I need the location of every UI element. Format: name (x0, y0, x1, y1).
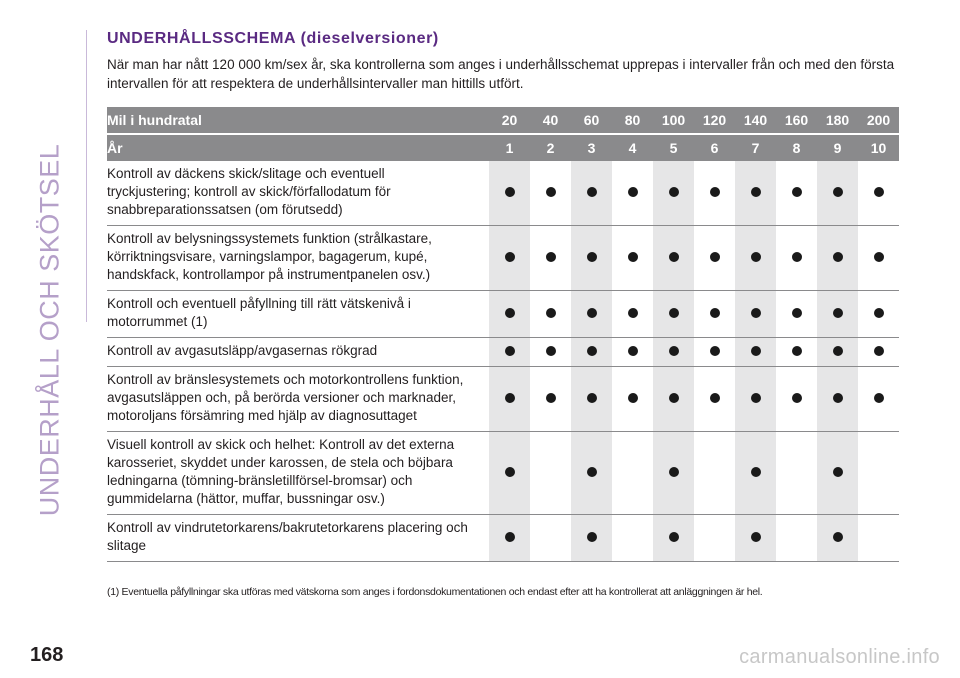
check-dot-icon (587, 346, 597, 356)
schedule-cell (612, 367, 653, 432)
schedule-cell (694, 338, 735, 367)
check-dot-icon (587, 393, 597, 403)
schedule-row (107, 291, 899, 338)
check-dot-icon (833, 393, 843, 403)
section-side-title: UNDERHÅLL OCH SKÖTSEL (34, 143, 65, 517)
schedule-cell (776, 515, 817, 562)
schedule-row-label: Kontroll och eventuell påfyllning till rätt vätskenivå i motorrummet (1) (107, 291, 489, 338)
schedule-cell (817, 515, 858, 562)
check-dot-icon (505, 308, 515, 318)
schedule-cell (530, 338, 571, 367)
mileage-header-cell: 100 (653, 107, 694, 134)
schedule-cell (694, 291, 735, 338)
schedule-row (107, 226, 899, 291)
check-dot-icon (833, 532, 843, 542)
schedule-row-label: Kontroll av belysningssystemets funktion (strålkastare, körriktningsvisare, varningslampor, bagagerum, kupé, handskfack, kontrollampor på instrumentpanelen osv.) (107, 226, 489, 291)
schedule-cell (571, 432, 612, 515)
year-header-cell: 5 (653, 134, 694, 161)
mileage-header-label: Mil i hundratal (107, 107, 489, 134)
schedule-cell (653, 226, 694, 291)
schedule-cell (653, 515, 694, 562)
year-header-cell: 4 (612, 134, 653, 161)
schedule-cell (612, 515, 653, 562)
year-header-cell: 10 (858, 134, 899, 161)
mileage-header-cell: 60 (571, 107, 612, 134)
mileage-header-cell: 180 (817, 107, 858, 134)
schedule-cell (817, 291, 858, 338)
check-dot-icon (710, 308, 720, 318)
check-dot-icon (505, 532, 515, 542)
check-dot-icon (669, 346, 679, 356)
schedule-cell (571, 291, 612, 338)
schedule-cell (735, 338, 776, 367)
year-header-cell: 1 (489, 134, 530, 161)
schedule-cell (571, 338, 612, 367)
check-dot-icon (792, 308, 802, 318)
schedule-cell (612, 161, 653, 226)
check-dot-icon (505, 252, 515, 262)
check-dot-icon (751, 346, 761, 356)
schedule-cell (653, 338, 694, 367)
schedule-row-label: Visuell kontroll av skick och helhet: Kontroll av det externa karosseriet, skyddet under karossen, de stela och böjbara ledningarna (tömning-bränsletillförsel-bromsar) och gummidelarna (hättor, muffar, bussningar osv.) (107, 432, 489, 515)
schedule-cell (571, 161, 612, 226)
schedule-cell (858, 367, 899, 432)
check-dot-icon (505, 346, 515, 356)
check-dot-icon (505, 393, 515, 403)
check-dot-icon (874, 252, 884, 262)
check-dot-icon (792, 187, 802, 197)
year-header-row (107, 134, 899, 161)
schedule-cell (817, 226, 858, 291)
schedule-cell (858, 338, 899, 367)
schedule-cell (612, 338, 653, 367)
schedule-cell (858, 432, 899, 515)
schedule-cell (530, 161, 571, 226)
year-header-cell: 2 (530, 134, 571, 161)
mileage-header-cell: 140 (735, 107, 776, 134)
schedule-cell (489, 291, 530, 338)
schedule-row-label: Kontroll av vindrutetorkarens/bakrutetorkarens placering och slitage (107, 515, 489, 562)
check-dot-icon (587, 532, 597, 542)
schedule-row (107, 338, 899, 367)
schedule-cell (776, 161, 817, 226)
schedule-row-label: Kontroll av avgasutsläpp/avgasernas rökgrad (107, 338, 489, 367)
schedule-cell (530, 291, 571, 338)
schedule-cell (530, 515, 571, 562)
schedule-cell (735, 161, 776, 226)
year-header-cell: 9 (817, 134, 858, 161)
check-dot-icon (792, 393, 802, 403)
schedule-cell (571, 515, 612, 562)
schedule-cell (653, 432, 694, 515)
check-dot-icon (546, 393, 556, 403)
check-dot-icon (874, 308, 884, 318)
schedule-body (107, 161, 899, 562)
page-number: 168 (30, 644, 64, 666)
schedule-cell (612, 226, 653, 291)
schedule-cell (612, 291, 653, 338)
year-header-cell: 7 (735, 134, 776, 161)
check-dot-icon (546, 252, 556, 262)
mileage-header-cell: 20 (489, 107, 530, 134)
check-dot-icon (669, 393, 679, 403)
schedule-cell (489, 515, 530, 562)
schedule-cell (694, 515, 735, 562)
schedule-cell (489, 226, 530, 291)
check-dot-icon (669, 187, 679, 197)
check-dot-icon (874, 346, 884, 356)
schedule-cell (489, 338, 530, 367)
mileage-header-cell: 160 (776, 107, 817, 134)
mileage-header-row (107, 107, 899, 134)
schedule-cell (612, 432, 653, 515)
schedule-cell (858, 161, 899, 226)
check-dot-icon (628, 393, 638, 403)
schedule-cell (530, 432, 571, 515)
check-dot-icon (792, 346, 802, 356)
schedule-row-label: Kontroll av däckens skick/slitage och eventuell tryckjustering; kontroll av skick/förfallodatum för snabbreparationssatsen (om förutsedd) (107, 161, 489, 226)
schedule-cell (735, 367, 776, 432)
check-dot-icon (833, 187, 843, 197)
mileage-header-cell: 80 (612, 107, 653, 134)
check-dot-icon (833, 346, 843, 356)
schedule-row (107, 432, 899, 515)
schedule-cell (653, 291, 694, 338)
check-dot-icon (710, 346, 720, 356)
check-dot-icon (628, 308, 638, 318)
check-dot-icon (628, 252, 638, 262)
check-dot-icon (751, 252, 761, 262)
schedule-cell (817, 367, 858, 432)
schedule-cell (735, 291, 776, 338)
intro-paragraph: När man har nått 120 000 km/sex år, ska kontrollerna som anges i underhållsschemat upprepas i intervaller från och med den första intervallen för att respektera de underhållsintervaller man hittills utfört. (107, 57, 895, 91)
schedule-cell (489, 161, 530, 226)
year-header-label: År (107, 134, 489, 161)
schedule-cell (776, 291, 817, 338)
watermark-text: carmanualsonline.info (739, 646, 940, 668)
schedule-cell (571, 226, 612, 291)
check-dot-icon (546, 308, 556, 318)
side-divider (86, 30, 87, 322)
mileage-header-cell: 40 (530, 107, 571, 134)
schedule-cell (858, 226, 899, 291)
check-dot-icon (587, 252, 597, 262)
check-dot-icon (505, 467, 515, 477)
check-dot-icon (874, 393, 884, 403)
schedule-cell (735, 515, 776, 562)
check-dot-icon (874, 187, 884, 197)
schedule-cell (817, 338, 858, 367)
check-dot-icon (628, 346, 638, 356)
schedule-cell (530, 367, 571, 432)
check-dot-icon (833, 308, 843, 318)
check-dot-icon (587, 467, 597, 477)
check-dot-icon (669, 252, 679, 262)
schedule-cell (817, 161, 858, 226)
schedule-cell (776, 226, 817, 291)
check-dot-icon (587, 308, 597, 318)
schedule-row (107, 161, 899, 226)
year-header-cell: 3 (571, 134, 612, 161)
check-dot-icon (792, 252, 802, 262)
schedule-cell (858, 515, 899, 562)
check-dot-icon (751, 187, 761, 197)
check-dot-icon (751, 532, 761, 542)
check-dot-icon (546, 187, 556, 197)
check-dot-icon (833, 252, 843, 262)
schedule-cell (694, 432, 735, 515)
schedule-cell (694, 226, 735, 291)
page-heading: UNDERHÅLLSSCHEMA (dieselversioner) (107, 30, 439, 47)
check-dot-icon (751, 467, 761, 477)
schedule-cell (858, 291, 899, 338)
check-dot-icon (751, 393, 761, 403)
schedule-cell (735, 226, 776, 291)
schedule-cell (571, 367, 612, 432)
schedule-cell (735, 432, 776, 515)
check-dot-icon (505, 187, 515, 197)
schedule-cell (489, 432, 530, 515)
schedule-row-label: Kontroll av bränslesystemets och motorkontrollens funktion, avgasutsläppen och, på berörda versioner och marknader, motoroljans försämring med hjälp av diagnosuttaget (107, 367, 489, 432)
schedule-cell (653, 367, 694, 432)
check-dot-icon (710, 187, 720, 197)
check-dot-icon (669, 467, 679, 477)
check-dot-icon (669, 308, 679, 318)
schedule-cell (530, 226, 571, 291)
year-header-cell: 8 (776, 134, 817, 161)
check-dot-icon (628, 187, 638, 197)
check-dot-icon (669, 532, 679, 542)
check-dot-icon (546, 346, 556, 356)
schedule-cell (653, 161, 694, 226)
check-dot-icon (587, 187, 597, 197)
check-dot-icon (751, 308, 761, 318)
check-dot-icon (710, 393, 720, 403)
schedule-cell (489, 367, 530, 432)
mileage-header-cell: 200 (858, 107, 899, 134)
schedule-cell (817, 432, 858, 515)
schedule-cell (776, 338, 817, 367)
year-header-cell: 6 (694, 134, 735, 161)
check-dot-icon (710, 252, 720, 262)
footnote: (1) Eventuella påfyllningar ska utföras med vätskorna som anges i fordonsdokumentationen och endast efter att ha kontrollerat att anläggningen är hel. (107, 586, 763, 598)
schedule-cell (776, 367, 817, 432)
schedule-cell (776, 432, 817, 515)
maintenance-schedule-table (107, 107, 899, 562)
schedule-cell (694, 367, 735, 432)
schedule-row (107, 515, 899, 562)
schedule-row (107, 367, 899, 432)
schedule-cell (694, 161, 735, 226)
check-dot-icon (833, 467, 843, 477)
mileage-header-cell: 120 (694, 107, 735, 134)
